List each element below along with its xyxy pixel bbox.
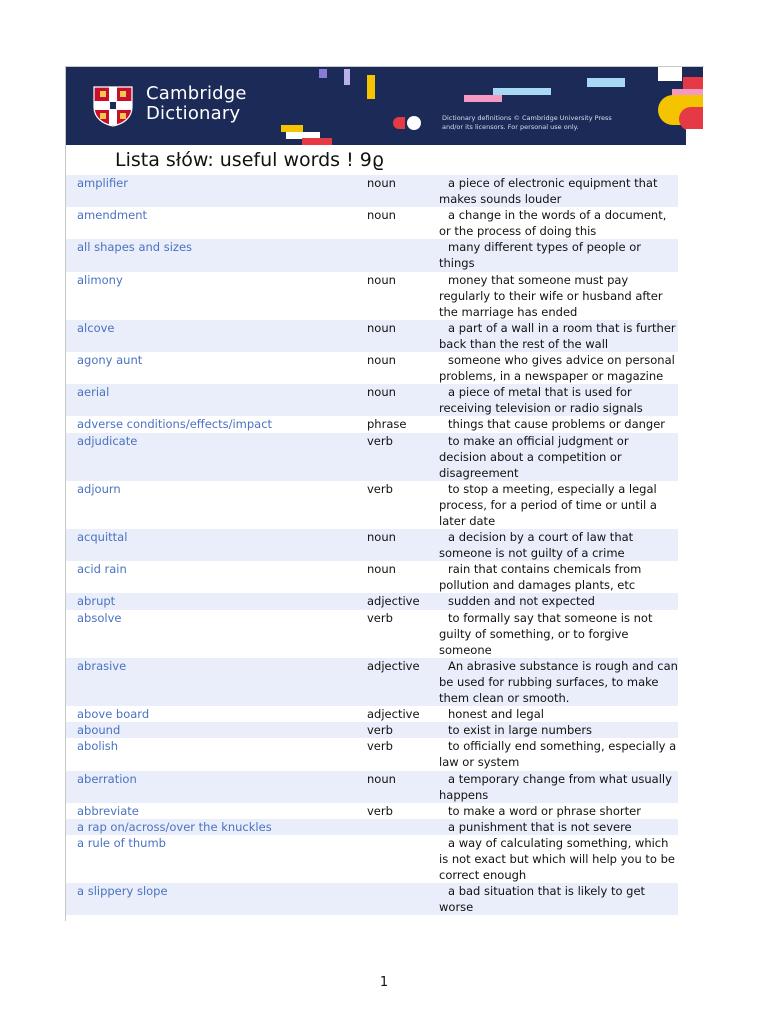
definition — [439, 384, 677, 416]
word-term-link[interactable]: abound — [77, 723, 121, 738]
dictionary-banner — [66, 67, 703, 145]
word-list-title: Lista słów: useful words ! 9ϱ — [115, 149, 384, 171]
definition — [439, 722, 677, 738]
definition-line: a punishment that is not severe — [448, 819, 632, 834]
definition — [439, 883, 677, 915]
definition-line: someone who gives advice on personal — [448, 353, 675, 368]
definition-line: a decision by a court of law that — [448, 530, 634, 545]
part-of-speech: noun — [367, 208, 396, 223]
definition — [439, 529, 677, 561]
decor-block — [281, 125, 303, 132]
word-term-link[interactable]: acid rain — [77, 562, 127, 577]
decor-block — [658, 67, 682, 81]
definition-line: a change in the words of a document, — [448, 208, 667, 223]
page-number: 1 — [379, 975, 389, 990]
part-of-speech: phrase — [367, 417, 407, 432]
definition — [439, 610, 677, 658]
word-row — [66, 207, 678, 239]
definition-line: is not exact but which will help you to be — [439, 852, 675, 867]
brand-line-2: Dictionary — [146, 103, 241, 124]
word-term-link[interactable]: above board — [77, 707, 150, 722]
definition — [439, 320, 677, 352]
definition-line: someone is not guilty of a crime — [439, 546, 625, 561]
word-term-link[interactable]: all shapes and sizes — [77, 240, 193, 255]
definition-line: decision about a competition or — [439, 449, 622, 464]
word-row — [66, 561, 678, 593]
part-of-speech: verb — [367, 481, 393, 496]
definition — [439, 416, 677, 432]
word-term-link[interactable]: aberration — [77, 771, 137, 786]
definition-line: to formally say that someone is not — [448, 610, 653, 625]
definition-line: makes sounds louder — [439, 192, 562, 207]
definition-line: someone — [439, 642, 492, 657]
definition — [439, 771, 677, 803]
decor-block — [367, 75, 375, 99]
definition — [439, 481, 677, 529]
word-row — [66, 738, 678, 770]
word-term-link[interactable]: acquittal — [77, 530, 128, 545]
word-row — [66, 593, 678, 609]
definition-line: rain that contains chemicals from — [448, 562, 642, 577]
definition-line: receiving television or radio signals — [439, 401, 643, 416]
part-of-speech: noun — [367, 176, 396, 190]
definition-line: a bad situation that is likely to get — [448, 884, 646, 899]
part-of-speech: verb — [367, 433, 393, 448]
definition-line: pollution and damages plants, etc — [439, 578, 636, 593]
cambridge-shield-icon — [92, 85, 134, 127]
definition-line: process, for a period of time or until a — [439, 497, 657, 512]
definition-line: later date — [439, 514, 496, 528]
word-term-link[interactable]: adverse conditions/effects/impact — [77, 417, 273, 432]
definition-line: guilty of something, or to forgive — [439, 626, 629, 641]
definition-line: law or system — [439, 755, 520, 770]
definition-line: them clean or smooth. — [439, 691, 570, 706]
word-row — [66, 320, 678, 352]
definition — [439, 803, 677, 819]
part-of-speech: adjective — [367, 658, 420, 673]
word-row — [66, 706, 678, 722]
definition-line: disagreement — [439, 465, 519, 480]
part-of-speech: adjective — [367, 707, 420, 722]
definition — [439, 819, 677, 835]
word-row — [66, 819, 678, 835]
word-row — [66, 803, 678, 819]
word-term-link[interactable]: amendment — [77, 208, 147, 223]
brand-line-1: Cambridge — [146, 83, 247, 104]
word-row — [66, 771, 678, 803]
word-term-link[interactable]: a rap on/across/over the knuckles — [77, 819, 272, 834]
definition-line: to exist in large numbers — [448, 723, 593, 738]
definition-line: to make a word or phrase shorter — [448, 803, 641, 818]
definition-line: things that cause problems or danger — [448, 417, 666, 432]
word-row — [66, 416, 678, 432]
word-row — [66, 384, 678, 416]
definition-line: back than the rest of the wall — [439, 336, 609, 351]
word-row — [66, 433, 678, 481]
part-of-speech: noun — [367, 562, 396, 577]
definition-line: money that someone must pay — [448, 272, 629, 287]
definition-line: a way of calculating something, which — [448, 835, 669, 850]
copyright-line-1: Dictionary definitions © Cambridge University Press — [442, 114, 612, 122]
definition — [439, 239, 677, 271]
word-row — [66, 658, 678, 706]
definition-line: happens — [439, 787, 489, 802]
part-of-speech: verb — [367, 739, 393, 754]
word-row — [66, 175, 678, 207]
word-term-link[interactable]: abolish — [77, 739, 119, 754]
definition — [439, 593, 677, 609]
word-row — [66, 722, 678, 738]
word-row — [66, 529, 678, 561]
definition — [439, 272, 677, 320]
word-term-link[interactable]: adjourn — [77, 481, 121, 496]
word-term-link[interactable]: aerial — [77, 385, 110, 400]
part-of-speech: adjective — [367, 594, 420, 609]
definition-line: a part of a wall in a room that is further — [448, 320, 676, 335]
definition-line: a piece of electronic equipment that — [448, 176, 658, 190]
word-term-link[interactable]: abbreviate — [77, 803, 139, 818]
definition-line: be used for rubbing surfaces, to make — [439, 674, 659, 689]
definition — [439, 658, 677, 706]
word-row — [66, 352, 678, 384]
word-row — [66, 239, 678, 271]
definition-line: to officially end something, especially a — [448, 739, 677, 754]
definition-line: to stop a meeting, especially a legal — [448, 481, 657, 496]
decor-block — [679, 107, 703, 131]
definition — [439, 738, 677, 770]
part-of-speech: noun — [367, 272, 396, 287]
word-list — [66, 175, 678, 915]
definition-line: honest and legal — [448, 707, 544, 722]
word-term-link[interactable]: alcove — [77, 320, 115, 335]
decor-block — [464, 95, 502, 102]
definition-line: the marriage has ended — [439, 304, 578, 319]
definition — [439, 175, 677, 207]
brand-wordmark — [146, 84, 247, 124]
definition-line: things — [439, 256, 475, 271]
decor-block — [587, 78, 625, 87]
part-of-speech: noun — [367, 353, 396, 368]
word-row — [66, 883, 678, 915]
decor-block — [319, 69, 327, 78]
definition — [439, 352, 677, 384]
definition-line: to make an official judgment or — [448, 433, 629, 448]
copyright-line-2: and/or its licensors. For personal use only. — [442, 123, 579, 131]
word-term-link[interactable]: abrasive — [77, 658, 127, 673]
definition-line: problems, in a newspaper or magazine — [439, 369, 664, 384]
copyright-notice — [442, 114, 672, 132]
definition — [439, 433, 677, 481]
word-term-link[interactable]: amplifier — [77, 176, 128, 190]
decor-block — [344, 69, 350, 85]
definition-line: or the process of doing this — [439, 224, 597, 239]
word-term-link[interactable]: a rule of thumb — [77, 835, 166, 850]
part-of-speech: noun — [367, 530, 396, 545]
definition-line: a piece of metal that is used for — [448, 385, 632, 400]
word-row — [66, 610, 678, 658]
part-of-speech: noun — [367, 771, 396, 786]
definition — [439, 207, 677, 239]
decor-block — [686, 129, 703, 145]
word-term-link[interactable]: abrupt — [77, 594, 116, 609]
definition — [439, 561, 677, 593]
part-of-speech: verb — [367, 803, 393, 818]
part-of-speech: verb — [367, 723, 393, 738]
definition-line: a temporary change from what usually — [448, 771, 672, 786]
part-of-speech: noun — [367, 320, 396, 335]
word-term-link[interactable]: agony aunt — [77, 353, 143, 368]
definition-line: sudden and not expected — [448, 594, 595, 609]
definition-line: regularly to their wife or husband after — [439, 288, 663, 303]
decor-block — [493, 88, 551, 95]
part-of-speech: verb — [367, 610, 393, 625]
word-row — [66, 481, 678, 529]
word-term-link[interactable]: absolve — [77, 610, 122, 625]
decor-block — [407, 116, 421, 130]
definition-line: An abrasive substance is rough and can — [448, 658, 678, 673]
decor-block — [302, 138, 332, 145]
definition-line: many different types of people or — [448, 240, 641, 255]
word-term-link[interactable]: a slippery slope — [77, 884, 168, 899]
word-term-link[interactable]: adjudicate — [77, 433, 138, 448]
word-term-link[interactable]: alimony — [77, 272, 123, 287]
definition-line: worse — [439, 900, 474, 915]
definition — [439, 835, 677, 883]
definition — [439, 706, 677, 722]
word-row — [66, 272, 678, 320]
part-of-speech: noun — [367, 385, 396, 400]
definition-line: correct enough — [439, 868, 527, 883]
word-row — [66, 835, 678, 883]
decor-block — [393, 117, 405, 129]
